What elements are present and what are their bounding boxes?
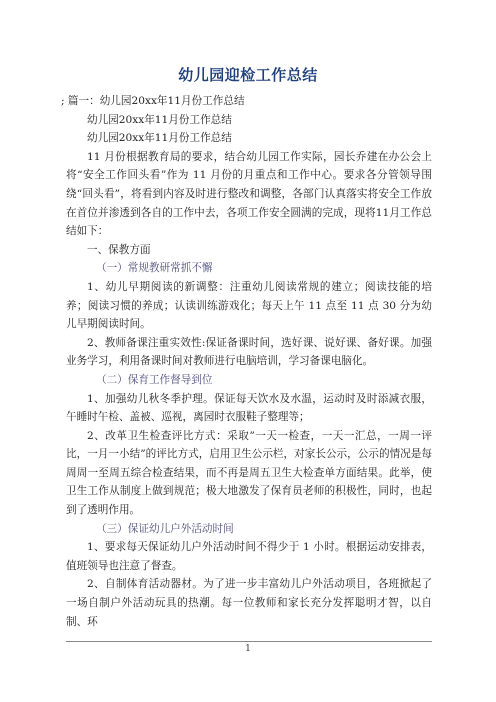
paragraph: 幼儿园20xx年11月份工作总结 [87,113,232,126]
paragraph: ; 篇一：幼儿园20xx年11月份工作总结 [61,95,245,107]
subsection-heading: （二）保育工作督导到位 [96,373,213,386]
paragraph: 幼儿园20xx年11月份工作总结 [87,132,232,145]
paragraph: 2、教师备课注重实效性:保证备课时间，选好课、说好课、备好课。加强业务学习，利用备课时间对教师进行电脑培训，学习备课电脑化。 [66,336,432,368]
paragraph: 11 月份根据教育局的要求，结合幼儿园工作实际，园长乔建在办公会上将“安全工作回头看”作为 11 月份的月重点和工作中心。要求各分管领导围绕“回头看”，将看到内容及时进行整改和调整，各部门认真落实将安全工作放在首位并渗透到各自的工作中去，各项工作安全圆满的完成，现将11月工作总结如下： [66,150,432,238]
subsection-heading: （三）保证幼儿户外活动时间 [96,522,234,535]
paragraph: 1、要求每天保证幼儿户外活动时间不得少于 1 小时。根据运动安排表，值班领导也注意了督查。 [66,541,432,572]
paragraph: 2、自制体育活动器材。为了进一步丰富幼儿户外活动项目，各班掀起了一场自制户外活动玩具的热潮。每一位教师和家长充分发挥聪明才智，以自制、环 [66,578,432,628]
page-number: 1 [245,644,251,654]
paragraph: 1、幼儿早期阅读的新调整：注重幼儿阅读常规的建立；阅读技能的培养；阅读习惯的养成；认读训练游戏化；每天上午 11 点至 11 点 30 分为幼儿早期阅读时间。 [66,280,432,331]
document-body [61,92,432,631]
paragraph: 2、改革卫生检查评比方式：采取”一天一检查，一天一汇总，一周一评比，一月一小结”的评比方式，启用卫生公示栏，对家长公示，公示的情况是每周周一至周五综合检查结果，而不再是周五卫生大检查单方面结果。此举，使卫生工作从制度上做到规范；极大地激发了保育员老师的积极性，同时，也起到了透明作用。 [66,429,432,517]
document-title: 幼儿园迎检工作总结 [178,66,318,84]
footer-divider [66,641,432,642]
paragraph: 1、加强幼儿秋冬季护理。保证每天饮水及水温，运动时及时添减衣服，午睡时午检、盖被、巡视，离园时衣服鞋子整理等； [66,392,432,424]
section-heading: 一、保教方面 [87,243,151,256]
subsection-heading: （一）常规教研常抓不懈 [96,262,213,275]
